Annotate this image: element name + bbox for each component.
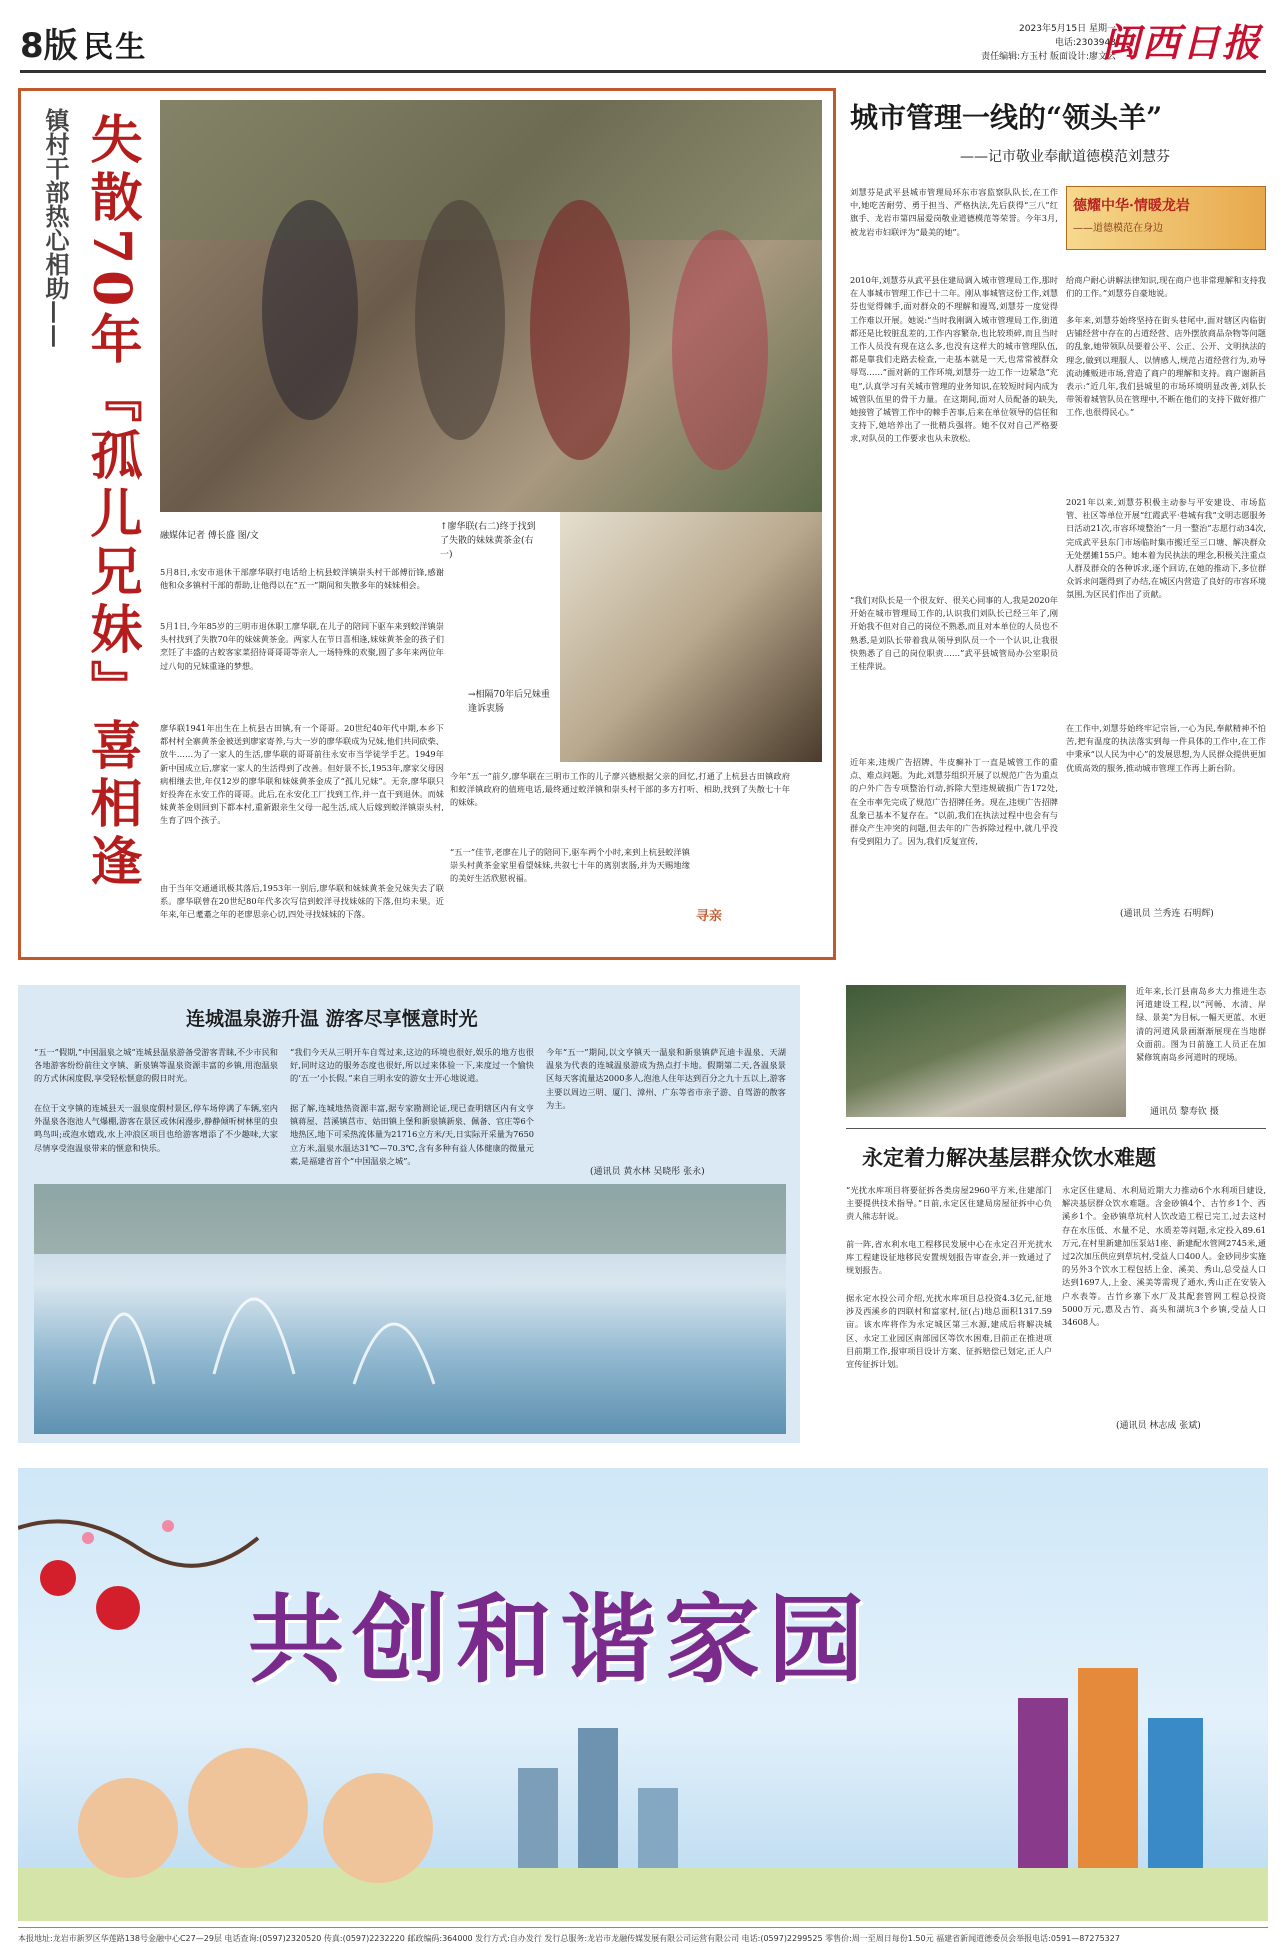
story3-text-b: 在位于文亨镇的连城县天一温泉度假村景区,停车场停满了车辆,室内外温泉各泡池人气爆棚,游客在景区或休闲漫步,静静倾听树林里的虫鸣鸟叫;或泡水嬉戏,水上冲浪区项目也给游客增添了不少趣味,大家尽情享受泡温泉带来的惬意和快乐。 bbox=[34, 1103, 278, 1153]
story3-text-e: 今年“五一”期间,以文亨镇天一温泉和新泉镇萨瓦迪卡温泉、天湖温泉为代表的连城温泉游成为热点打卡地。假期第二天,各温泉景区每天客流量达2000多人,泡池人住年达到百分之九十五以上,游客主要以周边三明、厦门、漳州、广东等省市亲子游、自驾游的散客为主。 bbox=[546, 1047, 786, 1110]
story1-text-c: 廖华联1941年出生在上杭县古田镇,有一个哥哥。20世纪40年代中期,本乡下都村村全寨黄茶金被送到廖家寄养,与大一岁的廖华联成为兄妹,他们共同砍柴、放牛……为了一家人的生活,廖华联的哥哥前往永安市当学徒学手艺。1949年新中国成立后,廖家一家人的生活得到了改善。但好景不长,1953年,廖家父母因病相继去世,年仅12岁的廖华联和妹妹黄茶金成了“孤儿兄妹”。无奈,廖华联只好投奔在永安工作的哥哥。此后,在永安化工厂找到工作,并一直干到退休。而妹妹黄茶金则回到下都本村,重新跟亲生父母一起生活,成人后嫁到蛟洋镇崇头村,生育了四个孩子。 bbox=[160, 723, 444, 826]
story1-text-f: “五一”佳节,老廖在儿子的陪同下,驱车两个小时,来到上杭县蛟洋镇崇头村黄茶金家里看望妹妹,共叙七十年的离别衷肠,并为天赐地缘的美好生活欣慰祝福。 bbox=[450, 847, 690, 884]
badge-title: 德耀中华·情暖龙岩 bbox=[1073, 198, 1190, 214]
story3-byline: (通讯员 黄水林 吴晓彤 张永) bbox=[590, 1167, 705, 1177]
banner-title: 共创和谐家园 bbox=[248, 1584, 872, 1696]
story4-byline: (通讯员 林志成 张斌) bbox=[1116, 1421, 1201, 1431]
page-header bbox=[20, 18, 147, 67]
story1-subhead: 镇村干部热心相助—— bbox=[41, 108, 70, 348]
story3-text-d: 据了解,连城地热资源丰富,据专家勘测论证,现已查明辖区内有文亨镇蒋屋、莒溪镇莒市、姑田镇上堡和新泉镇新泉、佩备、官庄等6个地热区,地下可采热流体量为21716立方米/天,日实际开采量为7650立方米,温泉水温达31℃—70.3℃,含有多种有益人体健康的微量元素,是福建省首个“中国温泉之城”。 bbox=[290, 1103, 534, 1166]
story4-text-b: 前一阵,省水利水电工程移民发展中心在永定召开光扰水库工程建设征地移民安置规划报告审查会,并一致通过了规划报告。 bbox=[846, 1239, 1052, 1276]
story2-text-g: 2021年以来,刘慧芬积极主动参与平安建设、市场监管、社区等单位开展“红霞武平·巷城有我”文明志愿服务日活动21次,市容环境整治“一月一整治”志愿行动34次,完成武平县东门市场临时集市搬迁至三口塘、解决群众无处摆摊155户。她本着为民执法的理念,积极关注重点人群及群众的各种诉求,逐个回访,在她的推动下,多位群众诉求问题得到了办结,在城区内营造了良好的市容环境氛围,为区民们作出了贡献。 bbox=[1066, 497, 1266, 600]
story2-text-b: 2010年,刘慧芬从武平县住建局调入城市管理局工作,那时在人事城市管理工作已十二年。刚从事城管这份工作,刘慧芬也觉得棘手,面对群众的不理解和谩骂,刘慧芬一度觉得工作难以开展。她说:“当时我刚调入城市管理局工作,街道都还是比较脏乱差的,工作内容繁杂,也比较琐碎,而且当时工作人员没有现在这么多,也没有这样大的城市管理队伍,都是靠我们走路去检查,一走基本就是一天,也常常被群众辱骂……”面对新的工作环境,刘慧芬一边工作一边紧急“充电”,认真学习有关城市管理的业务知识,在较短时间内成为城管队伍里的骨干力量。在这期间,面对人员配备的缺失,她接管了城管工作中的棘手苦事,后来在单位领导的信任和支持下,她培养出了一批精兵强将。她不仅对自己严格要求,对队员的工作要求也从未放松。 bbox=[850, 275, 1058, 444]
badge-sub: ——道德模范在身边 bbox=[1073, 223, 1163, 234]
story1-tag: 寻亲 bbox=[696, 909, 723, 924]
page-number: 8版 bbox=[20, 26, 78, 66]
publication-logo: 闽西日报 bbox=[1101, 20, 1262, 65]
story1-caption2: →相隔70年后兄妹重逢诉衷肠 bbox=[468, 690, 550, 714]
brief-divider bbox=[846, 1128, 1266, 1129]
story2-badge bbox=[1066, 186, 1266, 250]
story1-text-e: 今年“五一”前夕,廖华联在三明市工作的儿子廖兴德根据父亲的回忆,打通了上杭县古田镇政府和蛟洋镇政府的值班电话,最终通过蛟洋镇和崇头村干部的多方打听、相助,找到了失散七十年的妹妹。 bbox=[450, 771, 790, 808]
story2-text-d: 近年来,违规广告招牌、牛皮癣补丁一直是城管工作的重点、难点问题。为此,刘慧芬组织开展了以规范广告为重点的户外广告专项整治行动,拆除大型违规破损广告172处,在全市率先完成了规范广告招牌任务。现在,违规广告招牌乱象已基本不复存在。“以前,我们在执法过程中也会有与群众产生冲突的问题,但去年的广告拆除过程中,就几乎没有受到阻力了。因为,我们反复宣传, bbox=[850, 757, 1058, 847]
story1-text-d: 由于当年交通通讯极其落后,1953年一别后,廖华联和妹妹黄茶金兄妹失去了联系。廖华联曾在20世纪80年代多次写信到蛟洋寻找妹妹的下落,但均未果。近年来,年已耄耋之年的老廖思亲心切,四处寻找妹妹的下落。 bbox=[160, 883, 444, 920]
editors-line: 责任编辑:方玉村 版面设计:廖文云 bbox=[981, 52, 1116, 62]
story2-text-c: “我们对队长是一个很友好、很关心同事的人,我是2020年开始在城市管理局工作的,认识我们刘队长已经三年了,刚开始我不但对自己的岗位不熟悉,而且对本单位的人员也不熟悉,是刘队长带着我从领导到队员一个一个认识,让我很快熟悉了自己的岗位职责……”武平县城管局办公室职员王桂萍说。 bbox=[850, 595, 1058, 672]
phone-line: 电话:2303943 bbox=[1054, 38, 1116, 48]
story1-photo-main bbox=[160, 100, 822, 512]
story3-headline: 连城温泉游升温 游客尽享惬意时光 bbox=[186, 1008, 478, 1030]
story1-photo-inset bbox=[560, 512, 822, 762]
story4-text-d: 永定区住建局、水利局近期大力推动6个水利项目建设,解决基层群众饮水难题。含金砂镇4个、古竹乡1个、西溪乡1个。金砂镇草坑村人饮改造工程已完工,过去这村存在水压低、水量不足、水质差等问题,永定投入89.61万元,在村里新建加压泵站1座、新建配水管网2745米,通过2次加压供应到草坑村,受益人口400人。金砂同步实施的另外3个饮水工程包括上金、溪美、秀山,总受益人口达到1697人,上金、溪美等需现了通水,秀山正在安装入户水表等。古竹乡寨下水厂及其配套管网工程总投资5000万元,惠及古竹、高头和湖坑3个乡镇,受益人口34608人。 bbox=[1062, 1185, 1266, 1328]
story2-byline: (通讯员 兰秀连 石明辉) bbox=[1120, 909, 1214, 919]
date-line: 2023年5月15日 星期一 bbox=[1019, 24, 1116, 34]
story4-headline: 永定着力解决基层群众饮水难题 bbox=[862, 1145, 1156, 1170]
story1-caption1: ↑廖华联(右二)终于找到了失散的妹妹黄茶金(右一) bbox=[440, 522, 536, 560]
story1-byline: 融媒体记者 傅长盛 图/文 bbox=[160, 531, 259, 541]
river-photo bbox=[846, 985, 1126, 1117]
hot-spring-photo bbox=[34, 1184, 786, 1434]
header-meta bbox=[981, 22, 1116, 64]
reunion-photo-illustration bbox=[160, 100, 822, 512]
header-rule bbox=[20, 70, 1266, 73]
ad-banner bbox=[18, 1468, 1268, 1921]
brief-byline: 通讯员 黎寿钦 摄 bbox=[1150, 1107, 1219, 1117]
story2-subhead: ——记市敬业奉献道德模范刘慧芬 bbox=[960, 149, 1170, 165]
story1-text-b: 5月1日,今年85岁的三明市退休职工廖华联,在儿子的陪同下驱车来到蛟洋镇崇头村找到了失散70年的妹妹黄茶金。两家人在节日喜相逢,妹妹黄茶金的孩子们烹饪了丰盛的古蛟客家菜招待哥哥哥等亲人,一场特殊的欢聚,圆了多年来两位年过八旬的兄妹重逢的梦想。 bbox=[160, 621, 444, 671]
story3-text-c: “我们今天从三明开车自驾过来,这边的环境也很好,娱乐的地方也很好,同时这边的服务态度也很好,所以过来体验一下,来度过一个愉快的‘五一’小长假。”来自三明永安的游女士开心地说道。 bbox=[290, 1047, 534, 1084]
story1-headline: 失散70年『孤儿兄妹』喜相逢 bbox=[81, 112, 142, 893]
fountain-illustration bbox=[34, 1184, 786, 1434]
story2-text-h: 在工作中,刘慧芬始终牢记宗旨,一心为民,奉献精神不怕苦,把有温度的执法落实到每一件具体的工作中,在工作中秉承“以人民为中心”的发展思想,为人民群众提供更加优质高效的服务,推动城市管理工作再上新台阶。 bbox=[1066, 723, 1266, 773]
page-footer: 本报地址:龙岩市新罗区华莲路138号金融中心C27—29层 电话查询:(0597)2320520 传真:(0597)2232220 邮政编码:364000 发行方式:自办发行 发行总服务:龙岩市龙融传媒发展有限公司运营有限公司 电话:(0597)2299525 零售价:周一至周日每份1.50元 福建省新闻道德委员会举报电话:0591—87275327 bbox=[18, 1927, 1268, 1949]
story2-text-e: 给商户耐心讲解法律知识,现在商户也非常理解和支持我们的工作。”刘慧芬自豪地说。 bbox=[1066, 275, 1266, 299]
story4-text-c: 据永定水投公司介绍,光扰水库项目总投资4.3亿元,征地涉及西溪乡的四联村和富家村,征(占)地总面积1317.59亩。该水库将作为永定城区第三水源,建成后将解决城区、永定工业园区南部园区等饮水困难,目前正在推进项目前期工作,报审项目设计方案、征拆赔偿已划定,正人户宣传征拆计划。 bbox=[846, 1293, 1052, 1370]
story2-text-f: 多年来,刘慧芬始终坚持在街头巷尾中,面对辖区内临街店铺经营中存在的占道经营、店外摆放商品杂物等问题的乱象,她带领队员要着公平、公正、公开、文明执法的理念,做到以理服人、以情感人,规范占道经营行为,劝导流动摊贩进市场,营造了商户的理解和支持。商户谢新昌表示:“近几年,我们县城里的市场环境明显改善,刘队长带领着城管队员在管理中,不断在他们的支持下做好推广工作,也很得民心。” bbox=[1066, 315, 1266, 418]
brief-text: 近年来,长汀县南岛乡大力推进生态河道建设工程,以“河畅、水清、岸绿、景美”为目标,一幅天更蓝、水更清的河道风景画渐渐展现在当地群众面前。图为日前施工人员正在加紧修筑南岛乡河道时的现场。 bbox=[1136, 986, 1266, 1063]
section-name: 民生 bbox=[83, 30, 148, 65]
story4-text-a: “光扰水库项目将要征拆各类房屋2960平方米,住建部门主要提供技术指导。”日前,永定区住建局房屋征拆中心负责人熊志轩说。 bbox=[846, 1185, 1052, 1222]
story2-headline: 城市管理一线的“领头羊” bbox=[850, 101, 1163, 134]
story3-text-a: “五一”假期,“中国温泉之城”连城县温泉游备受游客青睐,不少市民和各地游客纷纷前往文亨镇、新泉镇等温泉资源丰富的乡镇,用泡温泉的方式休闲度假,享受轻松惬意的假日时光。 bbox=[34, 1047, 278, 1084]
story1-text-a: 5月8日,永安市退休干部廖华联打电话给上杭县蛟洋镇崇头村干部傅衍锋,感谢他和众多镇村干部的帮助,让他得以在“五一”期间和失散多年的妹妹相会。 bbox=[160, 567, 444, 591]
story2-text-a: 刘慧芬是武平县城市管理局环东市容监察队队长,在工作中,她吃苦耐劳、勇于担当、严格执法,先后获得“三八”红旗手、龙岩市第四届爱岗敬业道德模范等荣誉。今年3月,被龙岩市妇联评为“最美的她”。 bbox=[850, 187, 1058, 237]
